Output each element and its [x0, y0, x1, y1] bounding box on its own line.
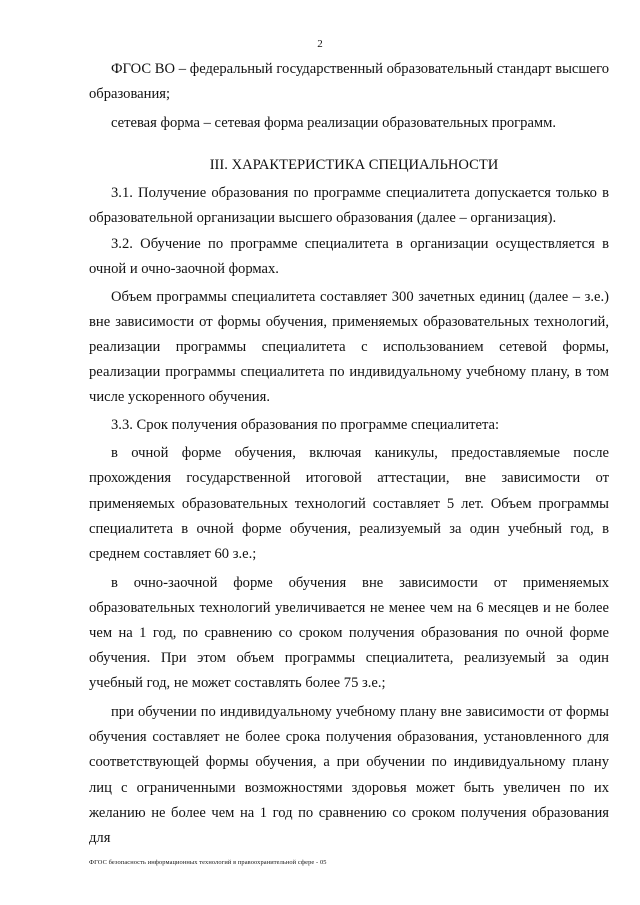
- page-number: 2: [317, 38, 323, 50]
- paragraph-full-time: в очной форме обучения, включая каникулы, предоставляемые после прохождения государственной итоговой аттестации, вне зависимости от применяемых образовательных технологий составляет 5 лет. Объем программы специалитета в очной форме обучения, реализуемый за один учебный год, в среднем составляет 60 з.е.;: [89, 445, 609, 562]
- page-footer: ФГОС безопасность информационных технологий в правоохранительной сфере - 05: [89, 859, 327, 866]
- paragraph-program-volume: Объем программы специалитета составляет 300 зачетных единиц (далее – з.е.) вне зависимости от формы обучения, применяемых образовательных технологий, реализации программы специалитета с использованием сетевой формы, реализации программы специалитета по индивидуальному учебному плану, в том числе ускоренного обучения.: [89, 288, 609, 406]
- paragraph-3-3: 3.3. Срок получения образования по программе специалитета:: [111, 417, 500, 434]
- section-heading: III. ХАРАКТЕРИСТИКА СПЕЦИАЛЬНОСТИ: [209, 157, 499, 174]
- paragraph-3-1: 3.1. Получение образования по программе специалитета допускается только в образовательной организации высшего образования (далее – организация).: [89, 185, 609, 227]
- paragraph-network-form-definition: сетевая форма – сетевая форма реализации образовательных программ.: [111, 115, 557, 132]
- paragraph-part-time: в очно-заочной форме обучения вне зависимости от применяемых образовательных технологий увеличивается не менее чем на 6 месяцев и не более чем на 1 год, по сравнению со сроком получения образования по очной форме обучения. При этом объем программы специалитета, реализуемый за один учебный год, не может составлять более 75 з.е.;: [89, 574, 609, 692]
- paragraph-fgos-definition: ФГОС ВО – федеральный государственный образовательный стандарт высшего образования;: [89, 61, 609, 103]
- document-body: [89, 57, 609, 851]
- paragraph-3-2: 3.2. Обучение по программе специалитета в организации осуществляется в очной и очно-заочной формах.: [89, 235, 609, 277]
- paragraph-individual-plan: при обучении по индивидуальному учебному плану вне зависимости от формы обучения составляет не более срока получения образования, установленного для соответствующей формы обучения, а при обучении по индивидуальному плану лиц с ограниченными возможностями здоровья может быть увеличен по их желанию не более чем на 1 год по сравнению со сроком получения образования для: [89, 704, 609, 846]
